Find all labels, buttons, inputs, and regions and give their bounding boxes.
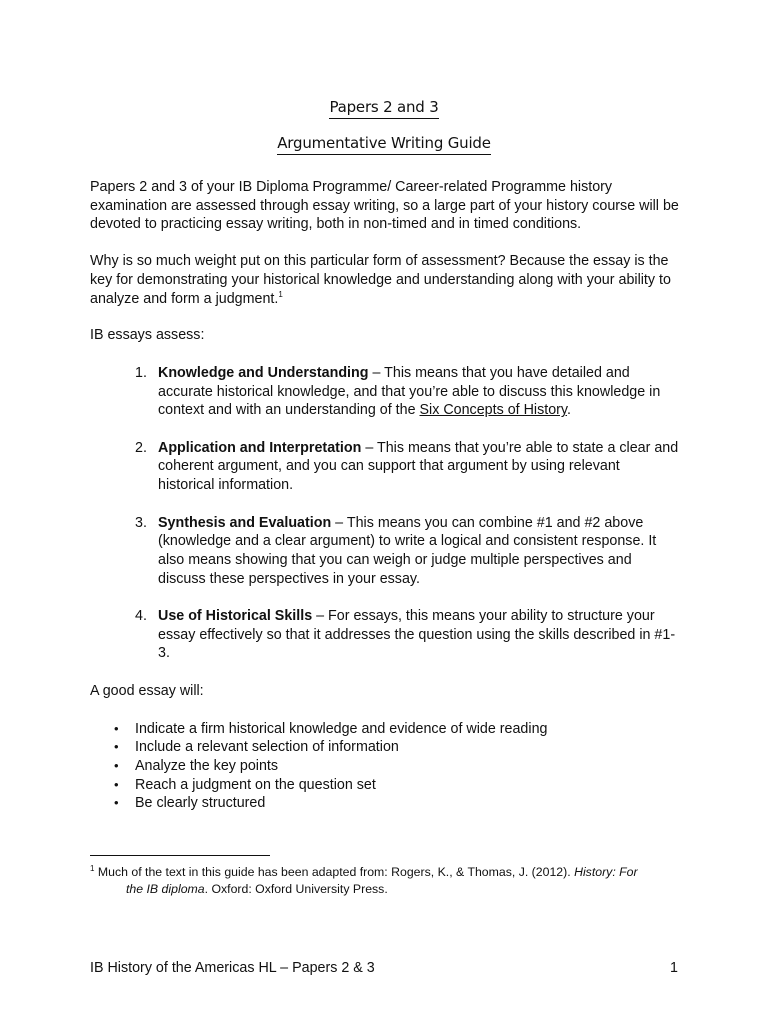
document-title: Papers 2 and 3	[329, 98, 438, 119]
page-number: 1	[670, 960, 678, 976]
criterion-title: Use of Historical Skills	[158, 608, 313, 625]
list-item	[90, 794, 680, 813]
footnote-publisher: . Oxford: Oxford University Press.	[204, 881, 388, 896]
criterion-tail: .	[567, 402, 572, 419]
bullet-icon: •	[114, 739, 119, 755]
criterion-number: 2.	[135, 439, 147, 456]
list-item-text: Indicate a firm historical knowledge and evidence of wide reading	[135, 720, 548, 737]
why-text: Why is so much weight put on this particular form of assessment? Because the essay is the key for demonstrating your historical knowledge and understanding along with your ability to analyze and form a judgment.	[90, 253, 671, 307]
list-item	[90, 757, 680, 776]
footnote-book-title-cont: the IB diploma	[126, 881, 205, 896]
footnote-reference[interactable]: 1	[278, 289, 283, 299]
bullet-icon: •	[114, 720, 119, 736]
list-item	[90, 776, 680, 795]
criteria-list	[90, 364, 680, 663]
criterion-text: – This means that you’re able to state a clear and coherent argument, and you can support that argument by using relevant historical information.	[158, 439, 679, 494]
criterion-text: – For essays, this means your ability to structure your essay effectively so that it addresses the question using the skills described in #1-3.	[158, 608, 676, 662]
criterion-item	[90, 514, 680, 589]
criterion-text: – This means you can combine #1 and #2 above (knowledge and a clear argument) to write a logical and consistent response. It also means showing that you can weigh or judge multiple perspectives and discuss these perspectives in your essay.	[158, 514, 657, 587]
footnote-divider	[90, 855, 270, 856]
criterion-number: 3.	[135, 514, 147, 531]
bullet-icon: •	[114, 776, 119, 792]
good-essay-intro: A good essay will:	[90, 682, 204, 699]
list-item-text: Include a relevant selection of information	[135, 739, 399, 756]
criterion-title: Application and Interpretation	[158, 439, 362, 456]
footnote-text: Much of the text in this guide has been adapted from: Rogers, K., & Thomas, J. (2012).	[94, 865, 575, 879]
six-concepts-link[interactable]: Six Concepts of History	[419, 402, 568, 419]
page-footer-title: IB History of the Americas HL – Papers 2 & 3	[90, 960, 375, 976]
criterion-item	[90, 607, 680, 663]
bullet-icon: •	[114, 757, 119, 773]
criterion-item	[90, 364, 680, 420]
criterion-text: – This means that you have detailed and accurate historical knowledge, and that you’re able to discuss this knowledge in context and with an understanding of the	[158, 364, 661, 419]
why-paragraph	[90, 252, 680, 308]
footnote	[90, 864, 680, 897]
criterion-number: 4.	[135, 608, 147, 625]
list-item	[90, 738, 680, 757]
list-item	[90, 720, 680, 739]
criterion-item	[90, 439, 680, 495]
good-essay-list	[90, 720, 680, 814]
footnote-book-title: History: For	[574, 865, 638, 879]
criterion-title: Knowledge and Understanding	[158, 364, 369, 381]
bullet-icon: •	[114, 795, 119, 811]
main-content	[90, 178, 680, 813]
list-item-text: Analyze the key points	[135, 757, 279, 774]
intro-paragraph: Papers 2 and 3 of your IB Diploma Programme/ Career-related Programme history examination are assessed through essay writing, so a large part of your history course will be devoted to practicing essay writing, both in non-timed and in timed conditions.	[90, 179, 679, 233]
document-subtitle: Argumentative Writing Guide	[277, 134, 491, 155]
footnote-number: 1	[90, 863, 95, 873]
title-block	[0, 98, 768, 155]
list-item-text: Be clearly structured	[135, 795, 266, 812]
criterion-title: Synthesis and Evaluation	[158, 514, 332, 531]
list-item-text: Reach a judgment on the question set	[135, 776, 376, 793]
criterion-number: 1.	[135, 364, 147, 381]
assess-intro: IB essays assess:	[90, 327, 205, 344]
